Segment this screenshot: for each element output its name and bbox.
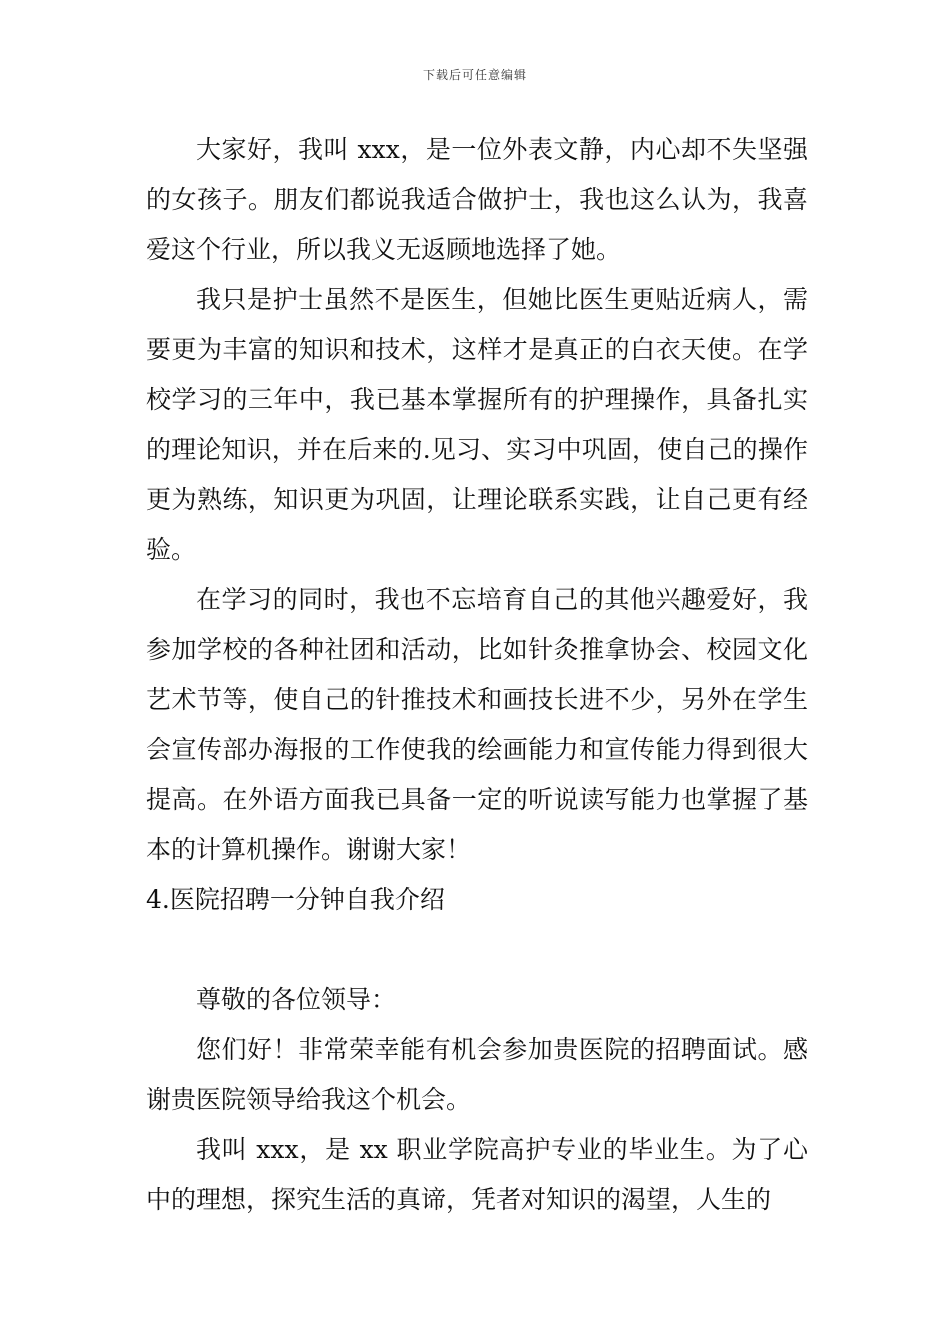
document-body [146, 125, 808, 1225]
paragraph-intro: 大家好，我叫 xxx，是一位外表文静，内心却不失坚强的女孩子。朋友们都说我适合做护士，我也这么认为，我喜爱这个行业，所以我义无返顾地选择了她。 [146, 135, 808, 264]
section-heading: 4.医院招聘一分钟自我介绍 [146, 885, 445, 914]
blank-line [146, 925, 808, 975]
paragraph-hobbies: 在学习的同时，我也不忘培育自己的其他兴趣爱好，我参加学校的各种社团和活动，比如针灸推拿协会、校园文化艺术节等，使自己的针推技术和画技长进不少，另外在学生会宣传部办海报的工作使我的绘画能力和宣传能力得到很大提高。在外语方面我已具备一定的听说读写能力也掌握了基本的计算机操作。谢谢大家！ [146, 585, 808, 864]
page-header-note: 下载后可任意编辑 [422, 68, 527, 82]
paragraph-greeting: 您们好！非常荣幸能有机会参加贵医院的招聘面试。感谢贵医院领导给我这个机会。 [146, 1035, 808, 1114]
paragraph-self-intro: 我叫 xxx，是 xx 职业学院高护专业的毕业生。为了心中的理想，探究生活的真谛，凭者对知识的渴望，人生的 [146, 1135, 808, 1214]
salutation: 尊敬的各位领导： [196, 985, 397, 1014]
paragraph-nursing-skills: 我只是护士虽然不是医生，但她比医生更贴近病人，需要更为丰富的知识和技术，这样才是真正的白衣天使。在学校学习的三年中，我已基本掌握所有的护理操作，具备扎实的理论知识，并在后来的.见习、实习中巩固，使自己的操作更为熟练，知识更为巩固，让理论联系实践，让自己更有经验。 [146, 285, 808, 564]
